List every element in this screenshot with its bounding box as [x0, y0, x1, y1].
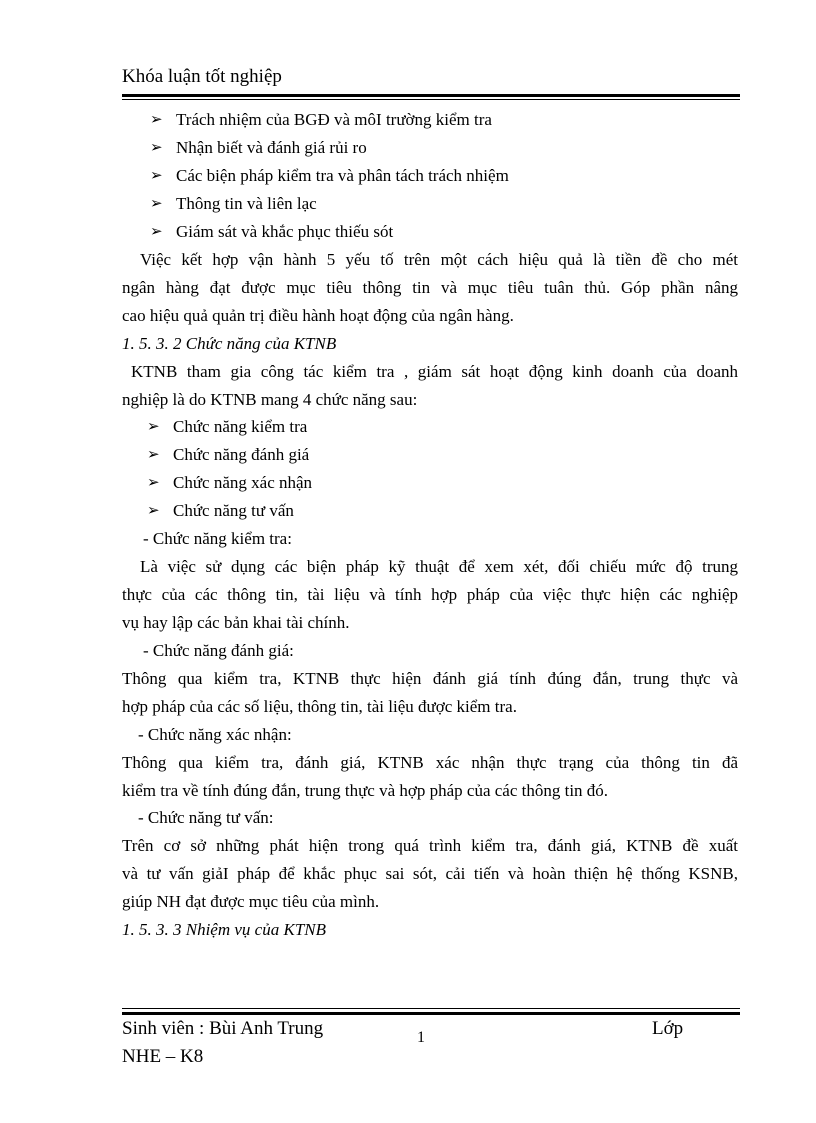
paragraph-line: thực của các thông tin, tài liệu và tính hợp pháp của việc thực hiện các nghiệp: [122, 585, 738, 604]
list-item-text: Chức năng đánh giá: [173, 445, 310, 464]
list-item: [147, 501, 294, 521]
paragraph-line: Trên cơ sở những phát hiện trong quá trình kiểm tra, đánh giá, KTNB đề xuất: [122, 836, 738, 855]
list-item: [150, 222, 393, 242]
arrow-bullet-icon: ➢: [147, 447, 160, 463]
arrow-bullet-icon: ➢: [147, 475, 160, 491]
footer-student-name: Sinh viên : Bùi Anh Trung: [122, 1018, 324, 1039]
footer-page-number: 1: [417, 1029, 425, 1046]
paragraph-line: Thông qua kiểm tra, KTNB thực hiện đánh giá tính đúng đắn, trung thực và: [122, 669, 738, 688]
list-item: [150, 166, 509, 186]
list-item: [150, 138, 367, 158]
arrow-bullet-icon: ➢: [150, 224, 163, 240]
footer-rule-thick: [122, 1012, 740, 1015]
arrow-bullet-icon: ➢: [147, 503, 160, 519]
list-item-text: Chức năng xác nhận: [173, 473, 313, 492]
list-item: [150, 110, 492, 130]
arrow-bullet-icon: ➢: [150, 168, 163, 184]
list-item: [147, 473, 312, 493]
paragraph-line: Là việc sử dụng các biện pháp kỹ thuật để xem xét, đối chiếu mức độ trung: [140, 557, 738, 576]
arrow-bullet-icon: ➢: [147, 419, 160, 435]
paragraph-line: vụ hay lập các bản khai tài chính.: [122, 613, 350, 632]
subheading-tu-van: - Chức năng tư vấn:: [138, 808, 274, 827]
page-header-title: Khóa luận tốt nghiệp: [122, 66, 282, 87]
list-item-text: Chức năng kiểm tra: [173, 417, 308, 436]
footer-class-label: Lớp: [652, 1018, 684, 1039]
list-item-text: Trách nhiệm của BGĐ và môI trường kiểm tra: [176, 110, 492, 129]
header-rule-thick: [122, 94, 740, 97]
footer-class-value: NHE – K8: [122, 1046, 204, 1067]
list-item-text: Nhận biết và đánh giá rủi ro: [176, 138, 367, 157]
section-heading-1533: 1. 5. 3. 3 Nhiệm vụ của KTNB: [122, 920, 326, 939]
paragraph-line: KTNB tham gia công tác kiểm tra , giám sát hoạt động kinh doanh của doanh: [131, 362, 738, 381]
paragraph-line: Việc kết hợp vận hành 5 yếu tố trên một cách hiệu quả là tiền đề cho mét: [140, 250, 738, 269]
arrow-bullet-icon: ➢: [150, 112, 163, 128]
list-item-text: Thông tin và liên lạc: [176, 194, 317, 213]
paragraph-line: Thông qua kiểm tra, đánh giá, KTNB xác nhận thực trạng của thông tin đã: [122, 753, 738, 772]
paragraph-line: kiểm tra về tính đúng đắn, trung thực và hợp pháp của các thông tin đó.: [122, 781, 609, 800]
list-item: [147, 417, 307, 437]
subheading-danh-gia: - Chức năng đánh giá:: [143, 641, 294, 660]
header-rule-thin: [122, 99, 740, 100]
list-item: [150, 194, 317, 214]
paragraph-line: hợp pháp của các số liệu, thông tin, tài liệu được kiểm tra.: [122, 697, 517, 716]
arrow-bullet-icon: ➢: [150, 140, 163, 156]
paragraph-line: và tư vấn giảI pháp để khắc phục sai sót, cải tiến và hoàn thiện hệ thống KSNB,: [122, 864, 738, 883]
section-heading-1532: 1. 5. 3. 2 Chức năng của KTNB: [122, 334, 337, 353]
paragraph-line: ngân hàng đạt được mục tiêu thông tin và mục tiêu tuân thủ. Góp phần nâng: [122, 278, 738, 297]
paragraph-line: giúp NH đạt được mục tiêu của mình.: [122, 892, 380, 911]
list-item-text: Chức năng tư vấn: [173, 501, 294, 520]
subheading-xac-nhan: - Chức năng xác nhận:: [138, 725, 292, 744]
paragraph-line: nghiệp là do KTNB mang 4 chức năng sau:: [122, 390, 418, 409]
paragraph-line: cao hiệu quả quản trị điều hành hoạt động của ngân hàng.: [122, 306, 514, 325]
arrow-bullet-icon: ➢: [150, 196, 163, 212]
subheading-kiem-tra: - Chức năng kiểm tra:: [143, 529, 292, 548]
list-item-text: Các biện pháp kiểm tra và phân tách trách nhiệm: [176, 166, 509, 185]
list-item: [147, 445, 309, 465]
list-item-text: Giám sát và khắc phục thiếu sót: [176, 222, 394, 241]
footer-rule-thin: [122, 1008, 740, 1009]
